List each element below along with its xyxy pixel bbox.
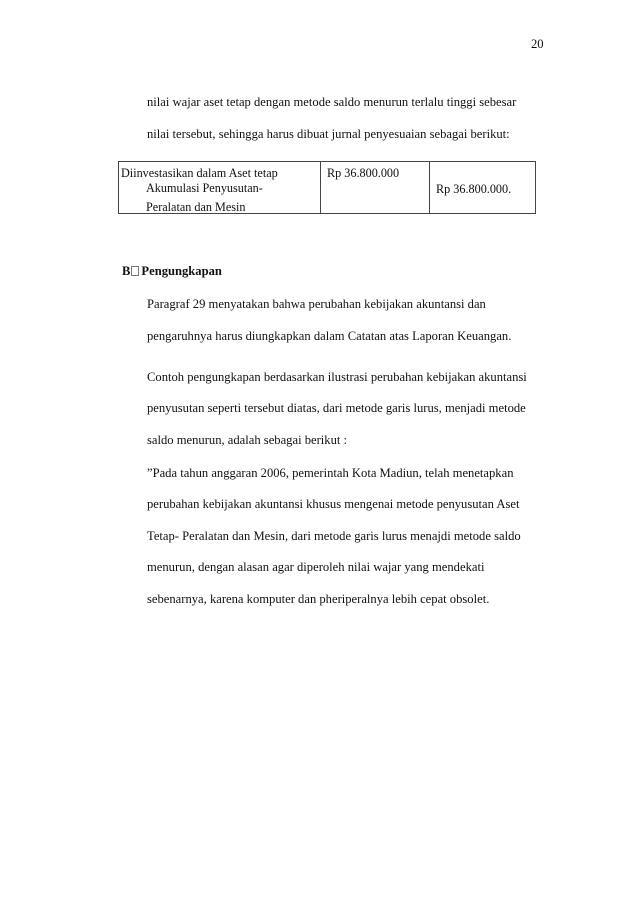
paragraph3-line-5: sebenarnya, karena komputer dan pheriperalnya lebih cepat obsolet. <box>147 592 490 606</box>
journal-credit-account-line2: Peralatan dan Mesin <box>146 200 246 214</box>
section-title: Pengungkapan <box>141 264 222 278</box>
journal-credit-account-line1: Akumulasi Penyusutan- <box>146 181 263 195</box>
paragraph3-line-4: menurun, dengan alasan agar diperoleh nilai wajar yang mendekati <box>147 560 485 574</box>
paragraph1-line-1: Paragraf 29 menyatakan bahwa perubahan kebijakan akuntansi dan <box>147 297 486 311</box>
paragraph1-line-2: pengaruhnya harus diungkapkan dalam Catatan atas Laporan Keuangan. <box>147 329 512 343</box>
journal-entry-table <box>118 161 536 214</box>
journal-debit-account: Diinvestasikan dalam Aset tetap <box>121 166 278 180</box>
paragraph2-line-1: Contoh pengungkapan berdasarkan ilustrasi perubahan kebijakan akuntansi <box>147 370 527 384</box>
intro-line-1: nilai wajar aset tetap dengan metode saldo menurun terlalu tinggi sebesar <box>147 95 517 109</box>
paragraph3-line-2: perubahan kebijakan akuntansi khusus mengenai metode penyusutan Aset <box>147 497 520 511</box>
paragraph3-line-1: ”Pada tahun anggaran 2006, pemerintah Kota Madiun, telah menetapkan <box>147 466 514 480</box>
journal-divider-2 <box>429 162 430 213</box>
paragraph2-line-3: saldo menurun, adalah sebagai berikut : <box>147 433 348 447</box>
page-number: 20 <box>531 37 544 51</box>
intro-line-2: nilai tersebut, sehingga harus dibuat jurnal penyesuaian sebagai berikut: <box>147 127 510 141</box>
section-letter: B <box>122 264 131 278</box>
paragraph3-line-3: Tetap- Peralatan dan Mesin, dari metode garis lurus menajdi metode saldo <box>147 529 521 543</box>
journal-divider-1 <box>320 162 321 213</box>
journal-debit-amount: Rp 36.800.000 <box>327 166 400 180</box>
paragraph2-line-2: penyusutan seperti tersebut diatas, dari metode garis lurus, menjadi metode <box>147 401 526 415</box>
section-heading <box>122 264 222 279</box>
journal-credit-amount: Rp 36.800.000. <box>436 182 512 196</box>
missing-glyph-box-icon <box>131 266 139 276</box>
